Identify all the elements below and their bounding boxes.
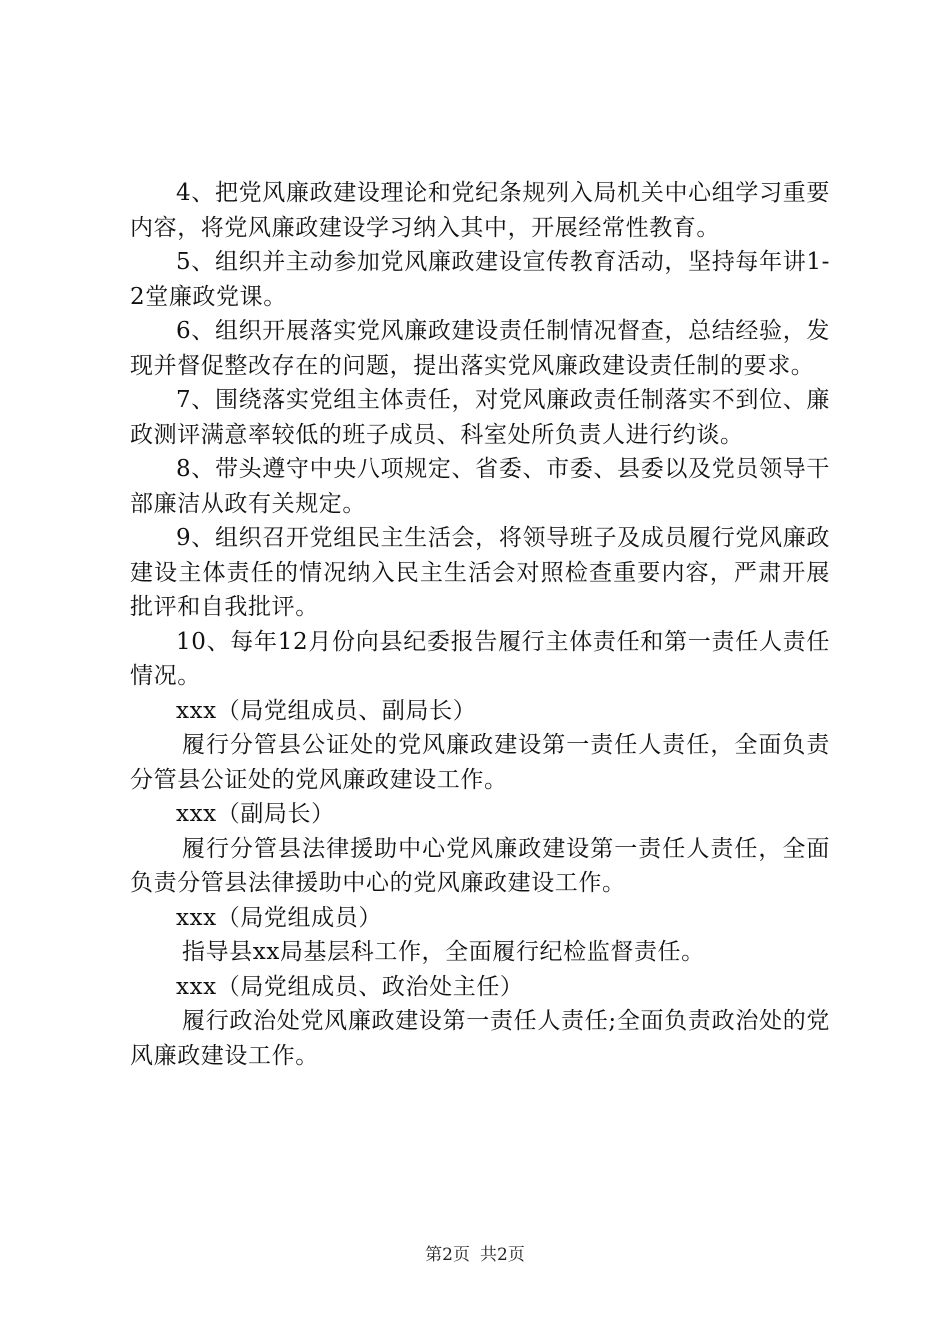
- paragraph-item-5: 5、组织并主动参加党风廉政建设宣传教育活动，坚持每年讲1-2堂廉政党课。: [130, 249, 830, 310]
- official-heading: xxx（副局长）: [176, 801, 335, 827]
- page-total: 共2页: [480, 1245, 525, 1265]
- page-number: 第2页: [425, 1245, 470, 1265]
- official-duty: 履行分管县公证处的党风廉政建设第一责任人责任，全面负责分管县公证处的党风廉政建设工作。: [130, 732, 830, 793]
- official-heading: xxx（局党组成员、副局长）: [176, 697, 477, 724]
- paragraph-item-6: 6、组织开展落实党风廉政建设责任制情况督查，总结经验，发现并督促整改存在的问题，提出落实党风廉政建设责任制的要求。: [130, 318, 830, 379]
- official-duty: 履行分管县法律援助中心党风廉政建设第一责任人责任，全面负责分管县法律援助中心的党风廉政建设工作。: [130, 835, 830, 896]
- official-heading: xxx（局党组成员）: [176, 904, 382, 931]
- paragraph-item-4: 4、把党风廉政建设理论和党纪条规列入局机关中心组学习重要内容，将党风廉政建设学习纳入其中，开展经常性教育。: [130, 180, 830, 241]
- official-duty: 指导县xx局基层科工作，全面履行纪检监督责任。: [182, 939, 705, 965]
- paragraph-item-8: 8、带头遵守中央八项规定、省委、市委、县委以及党员领导干部廉洁从政有关规定。: [130, 456, 830, 517]
- document-body: [130, 176, 830, 1073]
- paragraph-item-9: 9、组织召开党组民主生活会，将领导班子及成员履行党风廉政建设主体责任的情况纳入民主生活会对照检查重要内容，严肃开展批评和自我批评。: [130, 525, 830, 620]
- official-heading: xxx（局党组成员、政治处主任）: [176, 973, 524, 1000]
- official-duty: 履行政治处党风廉政建设第一责任人责任;全面负责政治处的党风廉政建设工作。: [130, 1008, 830, 1069]
- page-footer: [0, 1244, 950, 1266]
- paragraph-item-7: 7、围绕落实党组主体责任，对党风廉政责任制落实不到位、廉政测评满意率较低的班子成员、科室处所负责人进行约谈。: [130, 387, 830, 448]
- paragraph-item-10: 10、每年12月份向县纪委报告履行主体责任和第一责任人责任情况。: [130, 628, 830, 689]
